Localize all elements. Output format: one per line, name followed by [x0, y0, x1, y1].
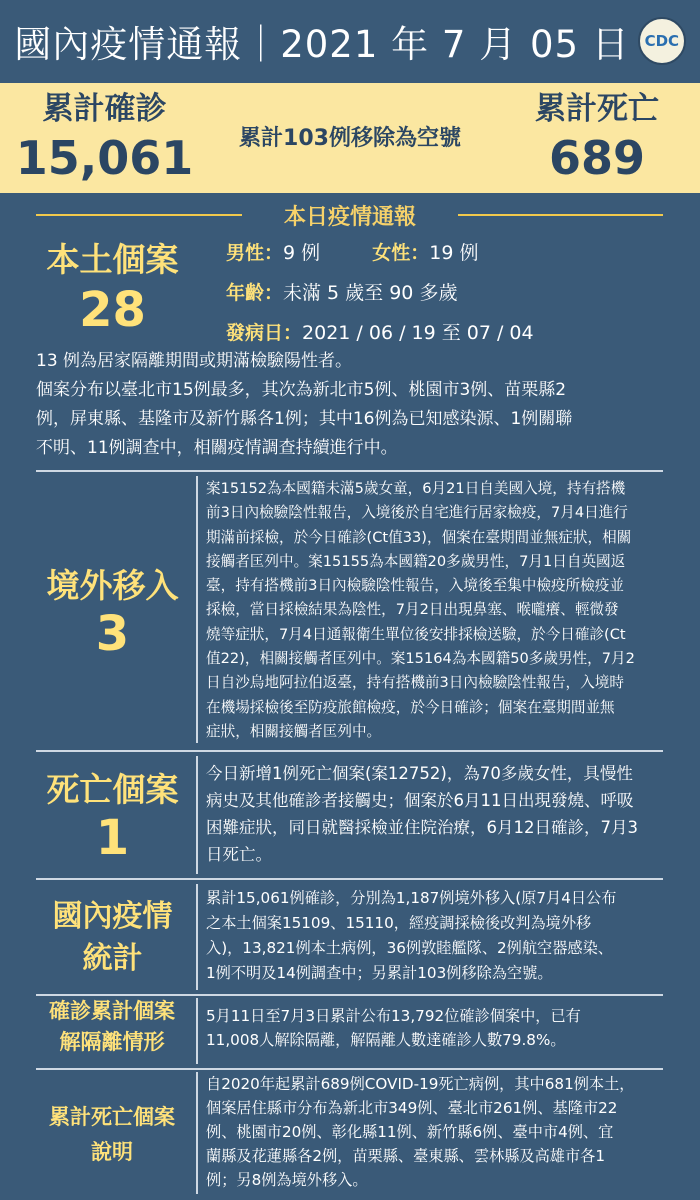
- section-rule-right: [458, 214, 663, 216]
- imported-line: 案15152為本國籍未滿5歲女童，6月21日自美國入境，持有搭機: [206, 480, 626, 497]
- age-label: 年齡：: [226, 282, 284, 304]
- release-label: [26, 996, 198, 1058]
- cdc-logo-icon: [638, 17, 686, 65]
- release-label-line: 解隔離情形: [59, 1030, 165, 1054]
- imported-line: 前3日內檢驗陰性報告，入境後於自宅進行居家檢疫，7月4日進行: [206, 504, 628, 522]
- female-label: 女性：: [372, 242, 430, 264]
- logo-text: CDC: [644, 32, 680, 50]
- imported-cases-value: 3: [95, 606, 130, 662]
- death-summary-label-line: 累計死亡個案: [49, 1105, 175, 1129]
- imported-cases-details: [206, 477, 682, 744]
- male-label: 男性：: [226, 242, 284, 264]
- imported-line: 臺，持有搭機前3日內檢驗陰性報告，入境後至集中檢疫所檢疫並: [206, 577, 624, 595]
- local-cases-label: 本土個案: [46, 240, 179, 279]
- report-title: 國內疫情通報｜2021 年 7 月 05 日: [14, 23, 630, 66]
- divider: [36, 470, 663, 472]
- local-cases-notes: [36, 347, 676, 463]
- deaths-today-label: 死亡個案: [46, 770, 179, 809]
- local-cases-value: 28: [79, 282, 146, 338]
- vertical-divider: [196, 884, 198, 990]
- divider: [36, 750, 663, 752]
- deaths-line: 今日新增1例死亡個案(案12752)，為70多歲女性，具慢性: [206, 764, 633, 783]
- vertical-divider: [196, 1072, 198, 1194]
- deaths-line: 病史及其他確診者接觸史；個案於6月11日出現發燒、呼吸: [206, 791, 634, 810]
- imported-line: 期滿前採檢，於今日確診(Ct值33)，個案在臺期間並無症狀，相關: [206, 528, 632, 546]
- death-summary-line: 例、桃園市20例、彰化縣11例、新竹縣6例、臺中市4例、宜: [206, 1123, 614, 1141]
- section-rule-left: [36, 214, 242, 216]
- release-line: 11,008人解除隔離，解隔離人數達確診人數79.8%。: [206, 1031, 566, 1049]
- domestic-line: 之本土個案15109、15110，經疫調採檢後改判為境外移: [206, 914, 592, 932]
- domestic-stats-details: [206, 886, 682, 986]
- vertical-divider: [196, 998, 198, 1064]
- imported-cases-label: 境外移入: [46, 566, 179, 605]
- age-line: [226, 278, 457, 305]
- age-value: 未滿 5 歲至 90 多歲: [283, 282, 458, 304]
- total-confirmed: [12, 89, 197, 187]
- imported-line: 值22)，相關接觸者匡列中。案15164為本國籍50多歲男性，7月2: [206, 650, 635, 668]
- total-confirmed-value: 15,061: [15, 131, 194, 185]
- header: [0, 0, 700, 82]
- divider: [36, 878, 663, 880]
- totals-banner: [0, 83, 700, 193]
- deaths-line: 日死亡。: [206, 845, 272, 864]
- local-note-line: 不明、11例調查中，相關疫情調查持續進行中。: [36, 438, 398, 458]
- female-value: 19 例: [429, 242, 479, 264]
- death-summary-details: [206, 1072, 690, 1192]
- male-value: 9 例: [283, 242, 321, 264]
- death-summary-label: [26, 1100, 198, 1170]
- release-label-line: 確診累計個案: [49, 999, 175, 1023]
- imported-line: 日自沙烏地阿拉伯返臺，持有搭機前3日內檢驗陰性報告，入境時: [206, 674, 624, 692]
- local-note-line: 13 例為居家隔離期間或期滿檢驗陽性者。: [36, 351, 353, 371]
- domestic-line: 累計15,061例確診，分別為1,187例境外移入(原7月4日公布: [206, 889, 617, 907]
- today-section-title: 本日疫情通報: [283, 205, 416, 230]
- vertical-divider: [196, 756, 198, 874]
- death-summary-label-line: 說明: [91, 1140, 133, 1164]
- death-summary-line: 例；另8例為境外移入。: [206, 1171, 368, 1189]
- imported-line: 在機場採檢後至防疫旅館檢疫，於今日確診；個案在臺期間並無: [206, 698, 615, 716]
- deaths-today-details: [206, 760, 676, 868]
- death-summary-line: 蘭縣及花蓮縣各2例，苗栗縣、臺東縣、雲林縣及高雄市各1: [206, 1147, 606, 1165]
- total-deaths-value: 689: [548, 131, 646, 185]
- gender-line: [226, 238, 478, 265]
- local-note-line: 個案分布以臺北市15例最多，其次為新北市5例、桃園市3例、苗栗縣2: [36, 380, 567, 400]
- vertical-divider: [196, 476, 198, 743]
- onset-line: [226, 318, 534, 345]
- onset-label: 發病日：: [226, 322, 303, 344]
- removed-note: 累計103例移除為空號: [239, 126, 461, 151]
- divider: [36, 1068, 663, 1070]
- release-line: 5月11日至7月3日累計公布13,792位確診個案中，已有: [206, 1007, 581, 1025]
- total-deaths-label: 累計死亡: [535, 91, 659, 127]
- total-deaths: [506, 89, 688, 187]
- onset-value: 2021 / 06 / 19 至 07 / 04: [302, 322, 534, 344]
- domestic-label-line: 統計: [82, 941, 143, 976]
- domestic-line: 入)，13,821例本土病例，36例敦睦艦隊、2例航空器感染、: [206, 939, 613, 957]
- imported-line: 接觸者匡列中。案15155為本國籍20多歲男性，7月1日自英國返: [206, 552, 626, 570]
- domestic-line: 1例不明及14例調查中；另累計103例移除為空號。: [206, 964, 553, 982]
- domestic-label-line: 國內疫情: [52, 899, 173, 934]
- domestic-stats-label: [30, 896, 195, 980]
- imported-line: 採檢，當日採檢結果為陰性，7月2日出現鼻塞、喉嚨癢、輕微發: [206, 601, 619, 619]
- deaths-line: 困難症狀，同日就醫採檢並住院治療，6月12日確診，7月3: [206, 818, 638, 837]
- total-confirmed-label: 累計確診: [42, 91, 167, 127]
- today-section-header: [0, 200, 700, 230]
- release-details: [206, 1004, 682, 1052]
- imported-line: 症狀，相關接觸者匡列中。: [206, 722, 382, 740]
- death-summary-line: 自2020年起累計689例COVID-19死亡病例，其中681例本土，: [206, 1075, 635, 1093]
- deaths-today-value: 1: [95, 810, 130, 866]
- local-note-line: 例，屏東縣、基隆市及新竹縣各1例；其中16例為已知感染源、1例關聯: [36, 409, 573, 429]
- imported-line: 燒等症狀，7月4日通報衛生單位後安排採檢送驗，於今日確診(Ct: [206, 625, 626, 643]
- death-summary-line: 個案居住縣市分布為新北市349例、臺北市261例、基隆市22: [206, 1099, 618, 1117]
